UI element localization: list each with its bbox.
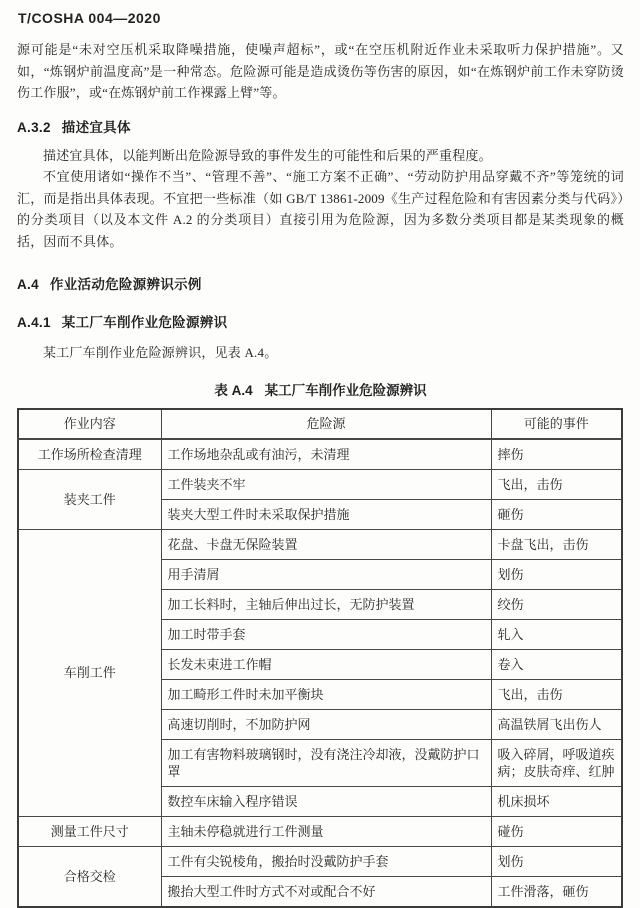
paragraph-a3-2-first: 描述宜具体，以能判断出危险源导致的事件发生的可能性和后果的严重程度。 xyxy=(43,147,492,163)
heading-a4-title: 作业活动危险源辨识示例 xyxy=(49,277,202,292)
column-header-event: 可能的事件 xyxy=(491,409,622,439)
event-cell: 碰伤 xyxy=(491,816,622,846)
event-cell: 划伤 xyxy=(491,846,622,876)
event-cell: 机床损坏 xyxy=(491,786,622,816)
heading-a4-number: A.4 xyxy=(17,277,39,292)
event-cell: 飞出，击伤 xyxy=(491,469,622,499)
doc-number: T/COSHA 004—2020 xyxy=(18,10,161,26)
event-cell: 轧入 xyxy=(491,619,622,649)
column-header-hazard: 危险源 xyxy=(161,409,491,439)
hazard-cell: 加工长料时，主轴后伸出过长，无防护装置 xyxy=(161,589,491,619)
event-cell: 绞伤 xyxy=(491,589,622,619)
hazard-cell: 加工畸形工件时未加平衡块 xyxy=(161,679,491,709)
hazard-cell: 长发未束进工作帽 xyxy=(161,649,491,679)
heading-a3-2-title: 描述宜具体 xyxy=(61,119,131,135)
hazard-cell: 数控车床输入程序错误 xyxy=(161,786,491,816)
activity-cell: 合格交检 xyxy=(18,846,161,907)
hazard-cell: 工件有尖锐棱角，搬抬时没戴防护手套 xyxy=(161,846,491,876)
hazard-cell: 高速切削时，不加防护网 xyxy=(161,709,491,739)
table-row xyxy=(18,469,622,499)
heading-a4-1 xyxy=(17,311,624,331)
heading-a3-2 xyxy=(17,116,624,136)
heading-a4-1-title: 某工厂车削作业危险源辨识 xyxy=(61,315,228,330)
event-cell: 摔伤 xyxy=(491,439,622,470)
table-header-row xyxy=(18,409,622,439)
paragraph-a4-1: 某工厂车削作业危险源辨识，见表 A.4。 xyxy=(43,345,278,360)
activity-cell: 工作场所检查清理 xyxy=(18,439,161,470)
table-row xyxy=(18,439,622,470)
paragraph-continuation: 源可能是“未对空压机采取降噪措施，使噪声超标”，或“在空压机附近作业未采取听力保护措施”。又如，“炼钢炉前温度高”是一种常态。危险源可能是造成烫伤等伤害的原因，如“在炼钢炉前工作未穿防烫伤工作服”，或“在炼钢炉前工作裸露上臂”等。 xyxy=(17,42,624,100)
hazard-table-body xyxy=(18,439,622,907)
heading-a3-2-number: A.3.2 xyxy=(17,119,51,135)
activity-cell: 车削工件 xyxy=(18,529,161,816)
event-cell: 卷入 xyxy=(491,649,622,679)
hazard-cell: 工件装夹不牢 xyxy=(161,469,491,499)
table-row xyxy=(18,846,622,876)
hazard-cell: 工作场地杂乱或有油污，未清理 xyxy=(161,439,491,470)
heading-a4 xyxy=(17,273,624,293)
table-row xyxy=(18,816,622,846)
hazard-cell: 搬抬大型工件时方式不对或配合不好 xyxy=(161,876,491,907)
table-caption-label: 表 A.4 xyxy=(214,382,253,398)
paragraph-a3-2-second: 不宜使用诸如“操作不当”、“管理不善”、“施工方案不正确”、“劳动防护用品穿戴不齐”等笼统的词汇，而是指出具体表现。不宜把一些标准（如 GB/T 13861-2009《生产过程危险和有害因素分类与代码》）的分类项目（以及本文件 A.2 的分类项目）直接引用为危险源，因为多数分类项目都是某类现象的概括，因而不具体。 xyxy=(17,169,624,249)
event-cell: 划伤 xyxy=(491,559,622,589)
event-cell: 卡盘飞出，击伤 xyxy=(491,529,622,559)
table-row xyxy=(18,529,622,559)
hazard-cell: 加工有害物料玻璃钢时，没有浇注冷却液，没戴防护口罩 xyxy=(161,739,491,786)
event-cell: 吸入碎屑，呼吸道疾病；皮肤奇痒、红肿 xyxy=(491,739,622,786)
hazard-cell: 花盘、卡盘无保险装置 xyxy=(161,529,491,559)
hazard-cell: 加工时带手套 xyxy=(161,619,491,649)
hazard-cell: 用手清屑 xyxy=(161,559,491,589)
event-cell: 高温铁屑飞出伤人 xyxy=(491,709,622,739)
hazard-cell: 主轴未停稳就进行工件测量 xyxy=(161,816,491,846)
hazard-table xyxy=(17,408,623,908)
column-header-activity: 作业内容 xyxy=(18,409,161,439)
event-cell: 工件滑落，砸伤 xyxy=(491,876,622,907)
table-caption xyxy=(17,379,624,399)
activity-cell: 测量工件尺寸 xyxy=(18,816,161,846)
heading-a4-1-number: A.4.1 xyxy=(17,315,51,330)
event-cell: 飞出，击伤 xyxy=(491,679,622,709)
activity-cell: 装夹工件 xyxy=(18,469,161,529)
table-caption-title: 某工厂车削作业危险源辨识 xyxy=(264,382,427,398)
event-cell: 砸伤 xyxy=(491,499,622,529)
hazard-cell: 装夹大型工件时未采取保护措施 xyxy=(161,499,491,529)
